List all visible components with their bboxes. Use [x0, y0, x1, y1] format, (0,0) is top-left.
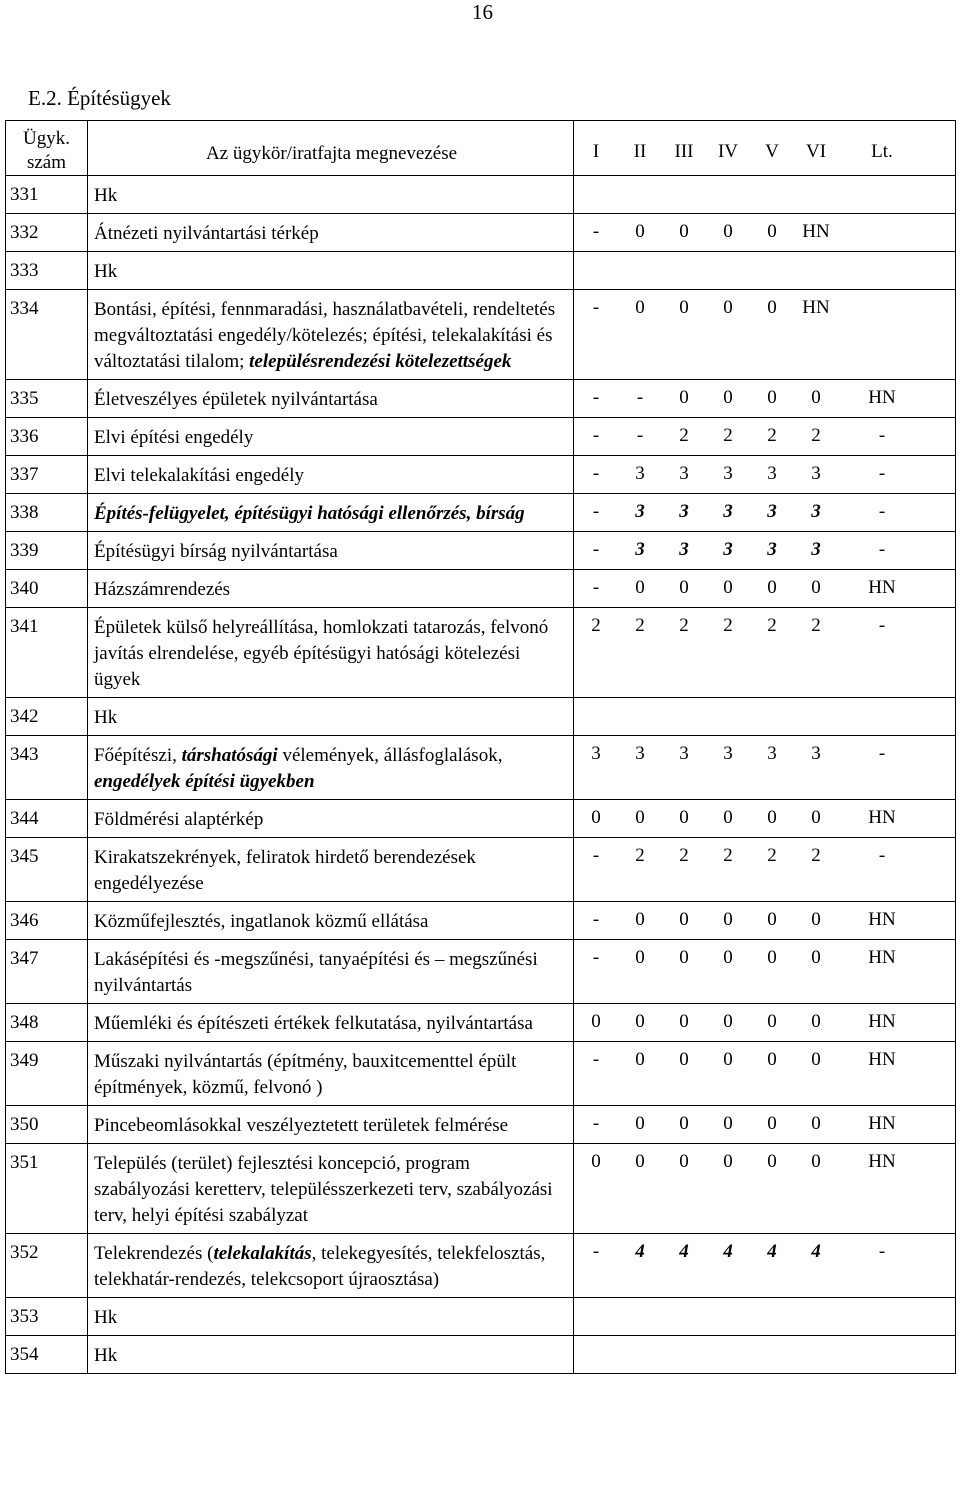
page-number: 16	[472, 0, 493, 24]
row-value: 0	[767, 1049, 777, 1070]
row-value: -	[592, 1113, 600, 1134]
row-value: 2	[679, 845, 689, 866]
row-value: -	[592, 1049, 600, 1070]
row-value: 0	[767, 221, 777, 242]
row-value: 0	[811, 1151, 821, 1172]
row-value: 0	[767, 1011, 777, 1032]
row-value: 0	[723, 1011, 733, 1032]
header-col: Lt.	[871, 141, 893, 162]
row-number: 354	[6, 1336, 88, 1374]
row-value: HN	[802, 297, 830, 318]
row-value: 0	[635, 297, 645, 318]
row-value: HN	[868, 1113, 896, 1134]
row-value: 0	[723, 909, 733, 930]
row-values	[574, 1144, 956, 1234]
row-values	[574, 176, 956, 214]
table-row	[6, 380, 956, 418]
header-name: Az ügykör/iratfajta megnevezése	[88, 121, 574, 176]
row-name: Házszámrendezés	[88, 570, 574, 608]
row-values	[574, 1336, 956, 1374]
row-value: 0	[679, 909, 689, 930]
row-value: -	[592, 297, 600, 318]
row-value: HN	[868, 1049, 896, 1070]
row-name: Épületek külső helyreállítása, homlokzati tatarozás, felvonó javítás elrendelése, egyéb építésügyi hatósági kötelezési ügyek	[88, 608, 574, 698]
row-value: 0	[811, 947, 821, 968]
row-values	[574, 698, 956, 736]
row-name: Kirakatszekrények, feliratok hirdető berendezések engedélyezése	[88, 838, 574, 902]
row-value: HN	[868, 577, 896, 598]
row-name: Pincebeomlásokkal veszélyeztetett területek felmérése	[88, 1106, 574, 1144]
row-name: Földmérési alaptérkép	[88, 800, 574, 838]
row-value: -	[592, 539, 600, 560]
row-value: 2	[767, 615, 777, 636]
row-value: 3	[635, 463, 645, 484]
row-number: 333	[6, 252, 88, 290]
row-value: 0	[723, 1151, 733, 1172]
row-number: 349	[6, 1042, 88, 1106]
table-row	[6, 418, 956, 456]
table-row	[6, 608, 956, 698]
table-row	[6, 1298, 956, 1336]
row-value: 2	[591, 615, 601, 636]
table-row	[6, 494, 956, 532]
row-value: 0	[679, 221, 689, 242]
header-col: IV	[717, 141, 739, 162]
row-value: 0	[767, 387, 777, 408]
row-number: 341	[6, 608, 88, 698]
row-number: 342	[6, 698, 88, 736]
header-cols	[574, 121, 956, 176]
row-value: 3	[811, 463, 821, 484]
row-value: 0	[723, 577, 733, 598]
row-number: 335	[6, 380, 88, 418]
table-row	[6, 838, 956, 902]
row-value: 2	[679, 615, 689, 636]
row-value: 4	[679, 1241, 689, 1262]
row-value: HN	[868, 947, 896, 968]
row-value: 0	[767, 297, 777, 318]
row-value: 0	[811, 1113, 821, 1134]
row-number: 348	[6, 1004, 88, 1042]
row-name: Műszaki nyilvántartás (építmény, bauxitcementtel épült építmények, közmű, felvonó )	[88, 1042, 574, 1106]
row-value: -	[592, 947, 600, 968]
row-values	[574, 1298, 956, 1336]
row-value: 3	[811, 743, 821, 764]
row-name: Elvi telekalakítási engedély	[88, 456, 574, 494]
row-value: 2	[811, 845, 821, 866]
row-name: Műemléki és építészeti értékek felkutatása, nyilvántartása	[88, 1004, 574, 1042]
row-value: HN	[868, 807, 896, 828]
table-row	[6, 940, 956, 1004]
row-value: 0	[635, 1151, 645, 1172]
row-values	[574, 902, 956, 940]
row-value: 2	[767, 425, 777, 446]
row-value: 3	[767, 539, 777, 560]
header-num: Ügyk. szám	[6, 121, 88, 176]
row-value: -	[592, 909, 600, 930]
row-value: 4	[767, 1241, 777, 1262]
table-row	[6, 1144, 956, 1234]
row-value: 0	[635, 807, 645, 828]
row-name: Építés-felügyelet, építésügyi hatósági ellenőrzés, bírság	[88, 494, 574, 532]
row-number: 331	[6, 176, 88, 214]
row-name: Telekrendezés (telekalakítás, telekegyesítés, telekfelosztás, telekhatár-rendezés, telekcsoport újraosztása)	[88, 1234, 574, 1298]
row-value: -	[636, 387, 644, 408]
row-value: 0	[723, 297, 733, 318]
row-value: 3	[767, 501, 777, 522]
row-value: 0	[635, 1011, 645, 1032]
row-value: 0	[767, 947, 777, 968]
row-value: -	[878, 845, 886, 866]
header-col: V	[765, 141, 779, 162]
row-value: 0	[767, 807, 777, 828]
row-name: Hk	[88, 698, 574, 736]
row-value: 3	[679, 501, 689, 522]
row-value: 2	[767, 845, 777, 866]
row-name: Életveszélyes épületek nyilvántartása	[88, 380, 574, 418]
row-value: 0	[723, 387, 733, 408]
row-number: 345	[6, 838, 88, 902]
row-value: 3	[635, 539, 645, 560]
row-value: 0	[723, 947, 733, 968]
row-value: 0	[679, 1113, 689, 1134]
row-number: 339	[6, 532, 88, 570]
row-value: 0	[679, 947, 689, 968]
row-value: 0	[811, 1011, 821, 1032]
row-value: -	[592, 501, 600, 522]
row-value: -	[592, 1241, 600, 1262]
row-value: -	[592, 845, 600, 866]
table-row	[6, 902, 956, 940]
row-values	[574, 456, 956, 494]
row-name: Hk	[88, 176, 574, 214]
row-value: -	[592, 577, 600, 598]
row-value: 0	[679, 807, 689, 828]
row-value: 2	[679, 425, 689, 446]
row-number: 344	[6, 800, 88, 838]
row-name: Főépítészi, társhatósági vélemények, állásfoglalások, engedélyek építési ügyekben	[88, 736, 574, 800]
row-values	[574, 418, 956, 456]
row-value: 4	[811, 1241, 821, 1262]
row-values	[574, 800, 956, 838]
row-values	[574, 532, 956, 570]
row-value: 0	[723, 221, 733, 242]
row-name: Hk	[88, 1298, 574, 1336]
row-value: 0	[679, 577, 689, 598]
row-value: 3	[635, 501, 645, 522]
row-value: 0	[635, 909, 645, 930]
row-value: 2	[811, 425, 821, 446]
row-value: 0	[635, 1113, 645, 1134]
row-value: 0	[723, 1049, 733, 1070]
row-value: 0	[679, 1011, 689, 1032]
row-value: -	[878, 425, 886, 446]
row-value: 0	[811, 577, 821, 598]
row-name: Település (terület) fejlesztési koncepció, program szabályozási keretterv, településszerkezeti terv, szabályozási terv, helyi építési szabályzat	[88, 1144, 574, 1234]
row-value: 0	[767, 577, 777, 598]
table-row	[6, 1336, 956, 1374]
row-value: 3	[723, 539, 733, 560]
table-row	[6, 800, 956, 838]
row-value: -	[592, 221, 600, 242]
row-value: HN	[868, 387, 896, 408]
row-value: 4	[635, 1241, 645, 1262]
row-value: 0	[679, 297, 689, 318]
row-number: 353	[6, 1298, 88, 1336]
row-value: 0	[635, 221, 645, 242]
row-values	[574, 608, 956, 698]
section-title: E.2. Építésügyek	[28, 86, 171, 110]
row-number: 350	[6, 1106, 88, 1144]
row-values	[574, 252, 956, 290]
row-values	[574, 736, 956, 800]
row-value: -	[592, 463, 600, 484]
row-number: 334	[6, 290, 88, 380]
row-value: 3	[767, 743, 777, 764]
row-value: HN	[868, 1011, 896, 1032]
table-row	[6, 698, 956, 736]
row-value: 0	[679, 387, 689, 408]
row-value: 0	[767, 1113, 777, 1134]
row-value: -	[636, 425, 644, 446]
row-values	[574, 1042, 956, 1106]
row-value: 3	[679, 463, 689, 484]
row-value: 0	[635, 1049, 645, 1070]
row-number: 336	[6, 418, 88, 456]
row-number: 332	[6, 214, 88, 252]
row-values	[574, 494, 956, 532]
row-name: Hk	[88, 1336, 574, 1374]
row-number: 347	[6, 940, 88, 1004]
row-number: 337	[6, 456, 88, 494]
row-value: 0	[767, 1151, 777, 1172]
row-name: Közműfejlesztés, ingatlanok közmű ellátása	[88, 902, 574, 940]
table-row	[6, 176, 956, 214]
row-value: 0	[811, 909, 821, 930]
row-value: 2	[811, 615, 821, 636]
row-value: -	[592, 387, 600, 408]
row-value: HN	[868, 909, 896, 930]
row-value: 3	[723, 743, 733, 764]
row-name: Lakásépítési és -megszűnési, tanyaépítési és – megszűnési nyilvántartás	[88, 940, 574, 1004]
row-value: -	[592, 425, 600, 446]
row-values	[574, 290, 956, 380]
row-value: 2	[635, 615, 645, 636]
row-value: 0	[811, 807, 821, 828]
table-row	[6, 1106, 956, 1144]
row-value: 3	[635, 743, 645, 764]
row-value: 2	[723, 845, 733, 866]
row-name: Bontási, építési, fennmaradási, használatbavételi, rendeltetés megváltoztatási engedély/kötelezés; építési, telekalakítási és változtatási tilalom; településrendezési kötelezettségek	[88, 290, 574, 380]
row-value: 3	[767, 463, 777, 484]
row-value: -	[878, 501, 886, 522]
row-value: 3	[723, 463, 733, 484]
row-value: -	[878, 743, 886, 764]
row-value: 3	[811, 501, 821, 522]
row-values	[574, 1004, 956, 1042]
row-values	[574, 214, 956, 252]
row-value: 0	[591, 807, 601, 828]
row-value: -	[878, 615, 886, 636]
row-values	[574, 380, 956, 418]
row-value: 3	[811, 539, 821, 560]
row-value: 0	[811, 1049, 821, 1070]
row-value: 0	[635, 577, 645, 598]
header-col: II	[633, 141, 647, 162]
row-value: 4	[723, 1241, 733, 1262]
row-value: 0	[723, 807, 733, 828]
row-value: HN	[802, 221, 830, 242]
table-row	[6, 532, 956, 570]
row-value: 0	[635, 947, 645, 968]
row-number: 346	[6, 902, 88, 940]
table-row	[6, 736, 956, 800]
table-row	[6, 1042, 956, 1106]
row-value: -	[878, 463, 886, 484]
row-value: 3	[591, 743, 601, 764]
row-value: 3	[679, 539, 689, 560]
row-name: Átnézeti nyilvántartási térkép	[88, 214, 574, 252]
row-number: 343	[6, 736, 88, 800]
row-values	[574, 838, 956, 902]
row-value: 0	[811, 387, 821, 408]
table-row	[6, 456, 956, 494]
table-row	[6, 290, 956, 380]
table-row	[6, 1234, 956, 1298]
table-row	[6, 214, 956, 252]
header-col: III	[674, 141, 694, 162]
row-value: -	[878, 1241, 886, 1262]
row-value: 0	[591, 1011, 601, 1032]
row-value: 2	[723, 425, 733, 446]
row-name: Építésügyi bírság nyilvántartása	[88, 532, 574, 570]
row-number: 340	[6, 570, 88, 608]
row-number: 352	[6, 1234, 88, 1298]
row-value: HN	[868, 1151, 896, 1172]
row-value: 0	[767, 909, 777, 930]
table-row	[6, 1004, 956, 1042]
table-header	[6, 121, 956, 176]
row-value: 2	[723, 615, 733, 636]
table-row	[6, 570, 956, 608]
row-value: 2	[635, 845, 645, 866]
row-values	[574, 940, 956, 1004]
row-value: 0	[679, 1151, 689, 1172]
records-table	[5, 120, 956, 1374]
row-number: 351	[6, 1144, 88, 1234]
row-value: 0	[679, 1049, 689, 1070]
header-col: I	[592, 141, 600, 162]
row-value: 3	[723, 501, 733, 522]
row-value: 3	[679, 743, 689, 764]
row-name: Elvi építési engedély	[88, 418, 574, 456]
row-value: -	[878, 539, 886, 560]
row-values	[574, 1106, 956, 1144]
row-values	[574, 570, 956, 608]
row-name: Hk	[88, 252, 574, 290]
table-row	[6, 252, 956, 290]
row-values	[574, 1234, 956, 1298]
row-number: 338	[6, 494, 88, 532]
row-value: 0	[591, 1151, 601, 1172]
row-value: 0	[723, 1113, 733, 1134]
header-col: VI	[805, 141, 827, 162]
